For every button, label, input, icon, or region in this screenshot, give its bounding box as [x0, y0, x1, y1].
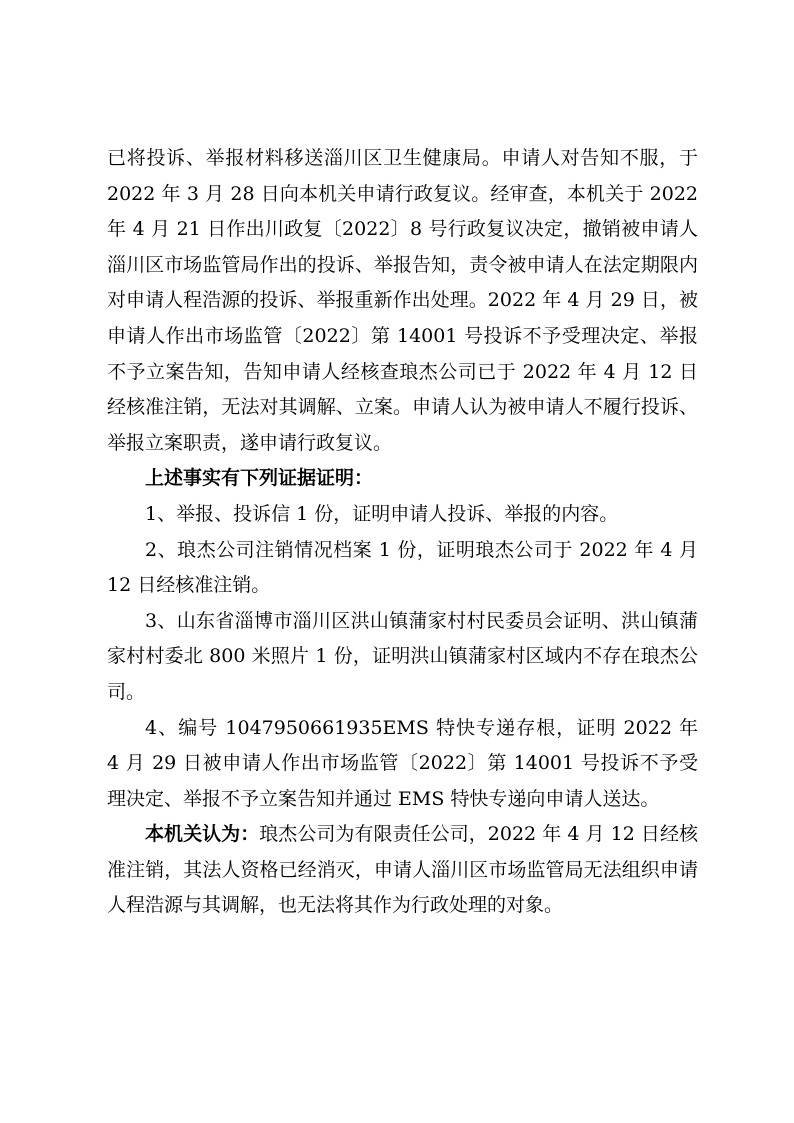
paragraph-evidence-heading	[107, 461, 698, 497]
paragraph-text: 已将投诉、举报材料移送淄川区卫生健康局。申请人对告知不服，于 2022 年 3 月 28 日向本机关申请行政复议。经审查，本机关于 2022 年 4 月 21 日作出川政复〔2022〕8 号行政复议决定，撤销被申请人淄川区市场监管局作出的投诉、举报告知，责令被申请人在法定期限内对申请人程浩源的投诉、举报重新作出处理。2022 年 4 月 29 日，被申请人作出市场监管〔2022〕第 14001 号投诉不予受理决定、举报不予立案告知，告知申请人经核查琅杰公司已于 2022 年 4 月 12 日经核准注销，无法对其调解、立案。申请人认为被申请人不履行投诉、举报立案职责，遂申请行政复议。	[107, 147, 698, 454]
evidence-item-text: 2、琅杰公司注销情况档案 1 份，证明琅杰公司于 2022 年 4 月 12 日经核准注销。	[107, 538, 698, 597]
evidence-item-text: 3、山东省淄博市淄川区洪山镇蒲家村村民委员会证明、洪山镇蒲家村村委北 800 米照片 1 份，证明洪山镇蒲家村区域内不存在琅杰公司。	[107, 609, 698, 703]
evidence-item-text: 1、举报、投诉信 1 份，证明申请人投诉、举报的内容。	[145, 502, 619, 525]
paragraph-agency-opinion	[107, 817, 698, 924]
evidence-item-4	[107, 711, 698, 818]
evidence-item-3	[107, 604, 698, 711]
opinion-lead: 本机关认为：	[145, 823, 260, 846]
evidence-item-1	[107, 497, 698, 533]
evidence-item-text: 4、编号 1047950661935EMS 特快专递存根，证明 2022 年 4 月 29 日被申请人作出市场监管〔2022〕第 14001 号投诉不予受理决定、举报不予立案告知并通过 EMS 特快专递向申请人送达。	[107, 716, 698, 810]
document-body	[107, 141, 698, 924]
opinion-text: 琅杰公司为有限责任公司，2022 年 4 月 12 日经核准注销，其法人资格已经消灭，申请人淄川区市场监管局无法组织申请人程浩源与其调解，也无法将其作为行政处理的对象。	[107, 823, 698, 917]
paragraph-complaint-history	[107, 141, 698, 461]
evidence-heading: 上述事实有下列证据证明：	[145, 467, 374, 490]
evidence-item-2	[107, 533, 698, 604]
